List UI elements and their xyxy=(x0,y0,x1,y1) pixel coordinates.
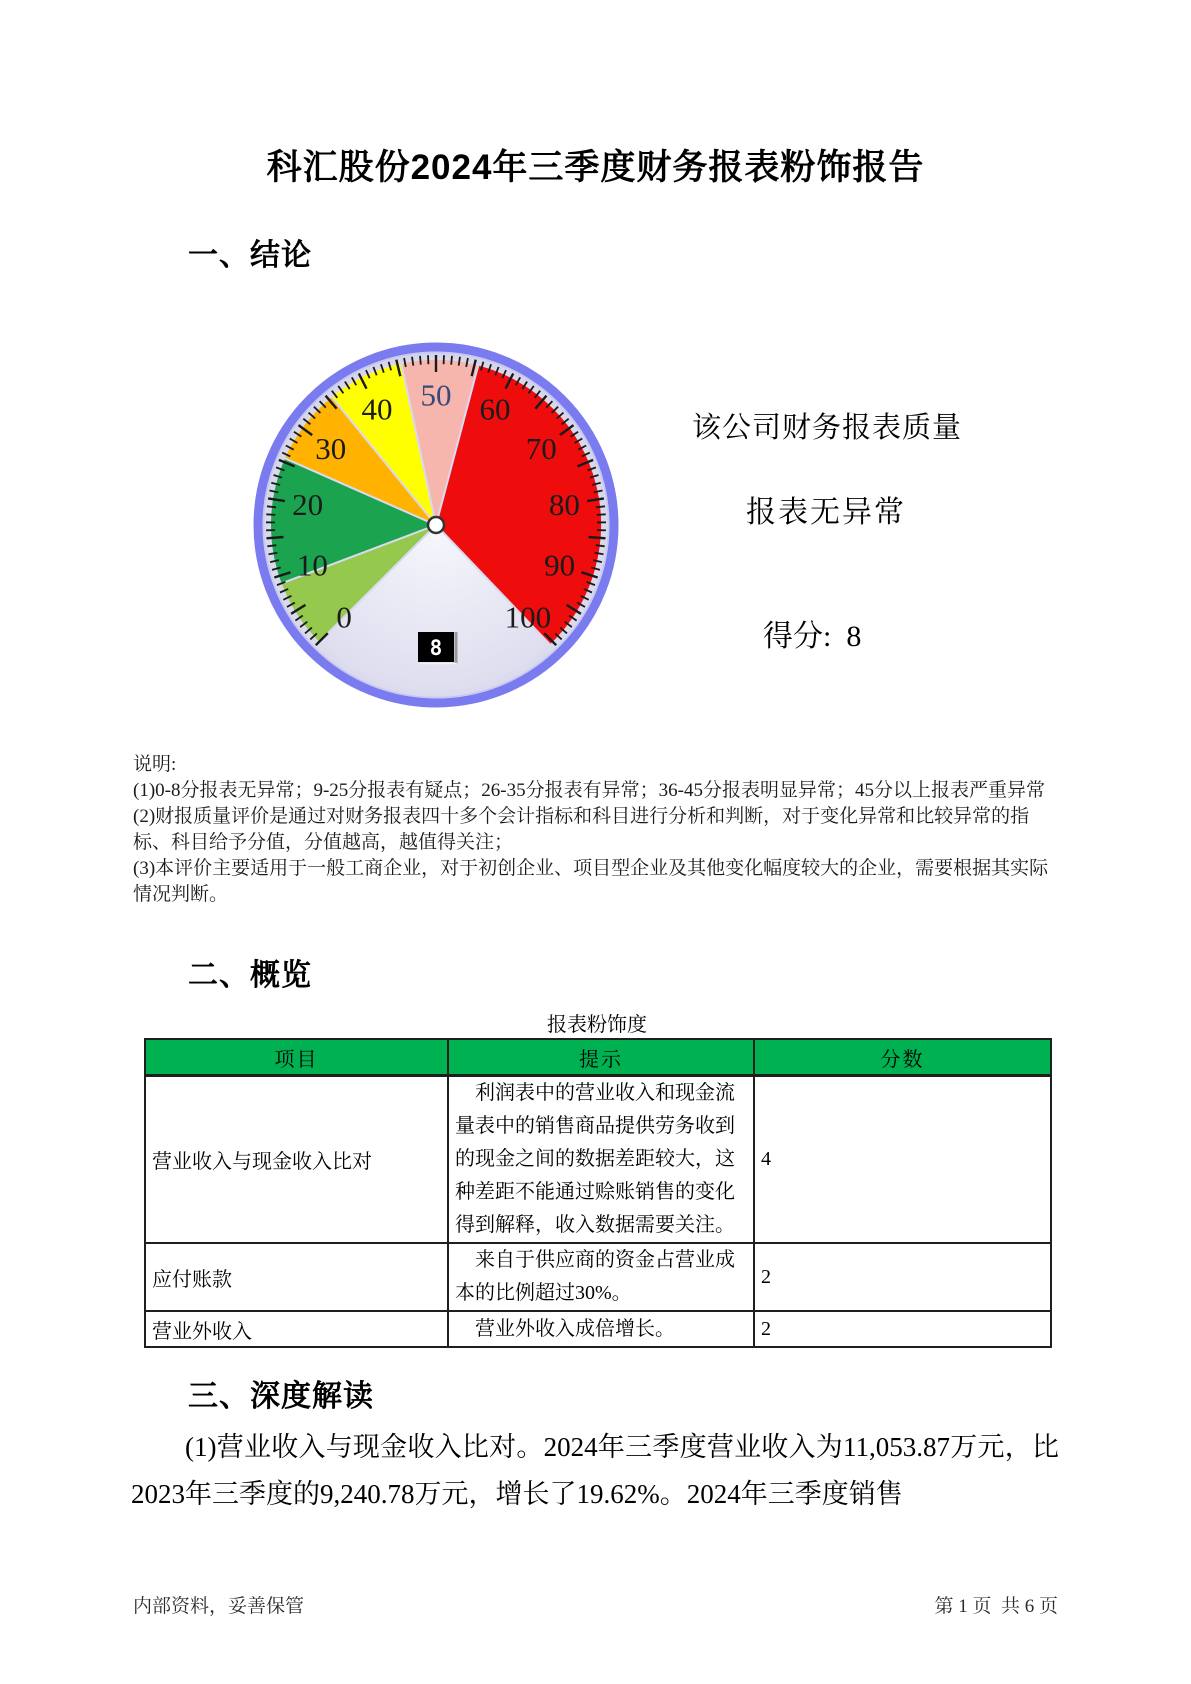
column-header-item: 项目 xyxy=(145,1039,448,1076)
row2-hint: 来自于供应商的资金占营业成本的比例超过30%。 xyxy=(448,1243,754,1311)
footer-confidential: 内部资料，妥善保管 xyxy=(133,1596,305,1617)
column-header-score: 分数 xyxy=(754,1039,1051,1076)
notes-block xyxy=(133,752,1061,908)
svg-text:40: 40 xyxy=(361,391,393,427)
footer-page-number: 第 1 页 共 6 页 xyxy=(934,1596,1058,1617)
svg-text:30: 30 xyxy=(315,431,347,467)
row1-score: 4 xyxy=(754,1076,1051,1244)
svg-text:0: 0 xyxy=(336,599,352,635)
notes-title: 说明: xyxy=(133,754,177,775)
svg-text:70: 70 xyxy=(525,431,557,467)
score-text: 得分: 8 xyxy=(763,620,862,653)
row3-hint: 营业外收入成倍增长。 xyxy=(448,1311,754,1347)
table-row xyxy=(145,1243,1051,1311)
overview-table-title: 报表粉饰度 xyxy=(547,1014,647,1036)
row3-score: 2 xyxy=(754,1311,1051,1347)
svg-text:10: 10 xyxy=(296,547,328,583)
notes-item-3: (3)本评价主要适用于一般工商企业，对于初创企业、项目型企业及其他变化幅度较大的企业，需要根据其实际情况判断。 xyxy=(133,858,1049,905)
column-header-hint: 提示 xyxy=(448,1039,754,1076)
row2-score: 2 xyxy=(754,1243,1051,1311)
svg-text:90: 90 xyxy=(544,547,576,583)
gauge-hub xyxy=(428,517,444,533)
section-heading-conclusion: 一、结论 xyxy=(188,239,312,272)
overview-table xyxy=(144,1038,1052,1348)
notes-item-1: (1)0-8分报表无异常；9-25分报表有疑点；26-35分报表有异常；36-45分报表明显异常；45分以上报表严重异常 xyxy=(133,780,1045,801)
quality-label: 该公司财务报表质量 xyxy=(692,412,963,444)
svg-text:20: 20 xyxy=(292,487,324,523)
svg-text:50: 50 xyxy=(420,377,452,413)
notes-item-2: (2)财报质量评价是通过对财务报表四十多个会计指标和科目进行分析和判断，对于变化异常和比较异常的指标、科目给予分值，分值越高，越值得关注； xyxy=(133,806,1030,853)
table-header-row xyxy=(145,1039,1051,1076)
svg-text:100: 100 xyxy=(504,599,552,635)
row1-hint: 利润表中的营业收入和现金流量表中的销售商品提供劳务收到的现金之间的数据差距较大，这种差距不能通过赊账销售的变化得到解释，收入数据需要关注。 xyxy=(448,1076,754,1244)
table-row xyxy=(145,1311,1051,1347)
svg-text:60: 60 xyxy=(479,391,511,427)
svg-text:80: 80 xyxy=(548,487,580,523)
verdict-text: 报表无异常 xyxy=(746,496,906,529)
quality-gauge-svg xyxy=(246,335,626,715)
row1-item: 营业收入与现金收入比对 xyxy=(145,1076,448,1244)
row3-item: 营业外收入 xyxy=(145,1311,448,1347)
report-title: 科汇股份2024年三季度财务报表粉饰报告 xyxy=(266,148,925,187)
deep-read-paragraph: (1)营业收入与现金收入比对。2024年三季度营业收入为11,053.87万元，比2023年三季度的9,240.78万元，增长了19.62%。2024年三季度销售 xyxy=(131,1432,1059,1509)
quality-gauge-chart xyxy=(246,335,626,715)
section-heading-deep-read: 三、深度解读 xyxy=(188,1380,374,1413)
gauge-value: 8 xyxy=(429,636,443,660)
table-row xyxy=(145,1076,1051,1244)
row2-item: 应付账款 xyxy=(145,1243,448,1311)
section-heading-overview: 二、概览 xyxy=(188,959,312,992)
